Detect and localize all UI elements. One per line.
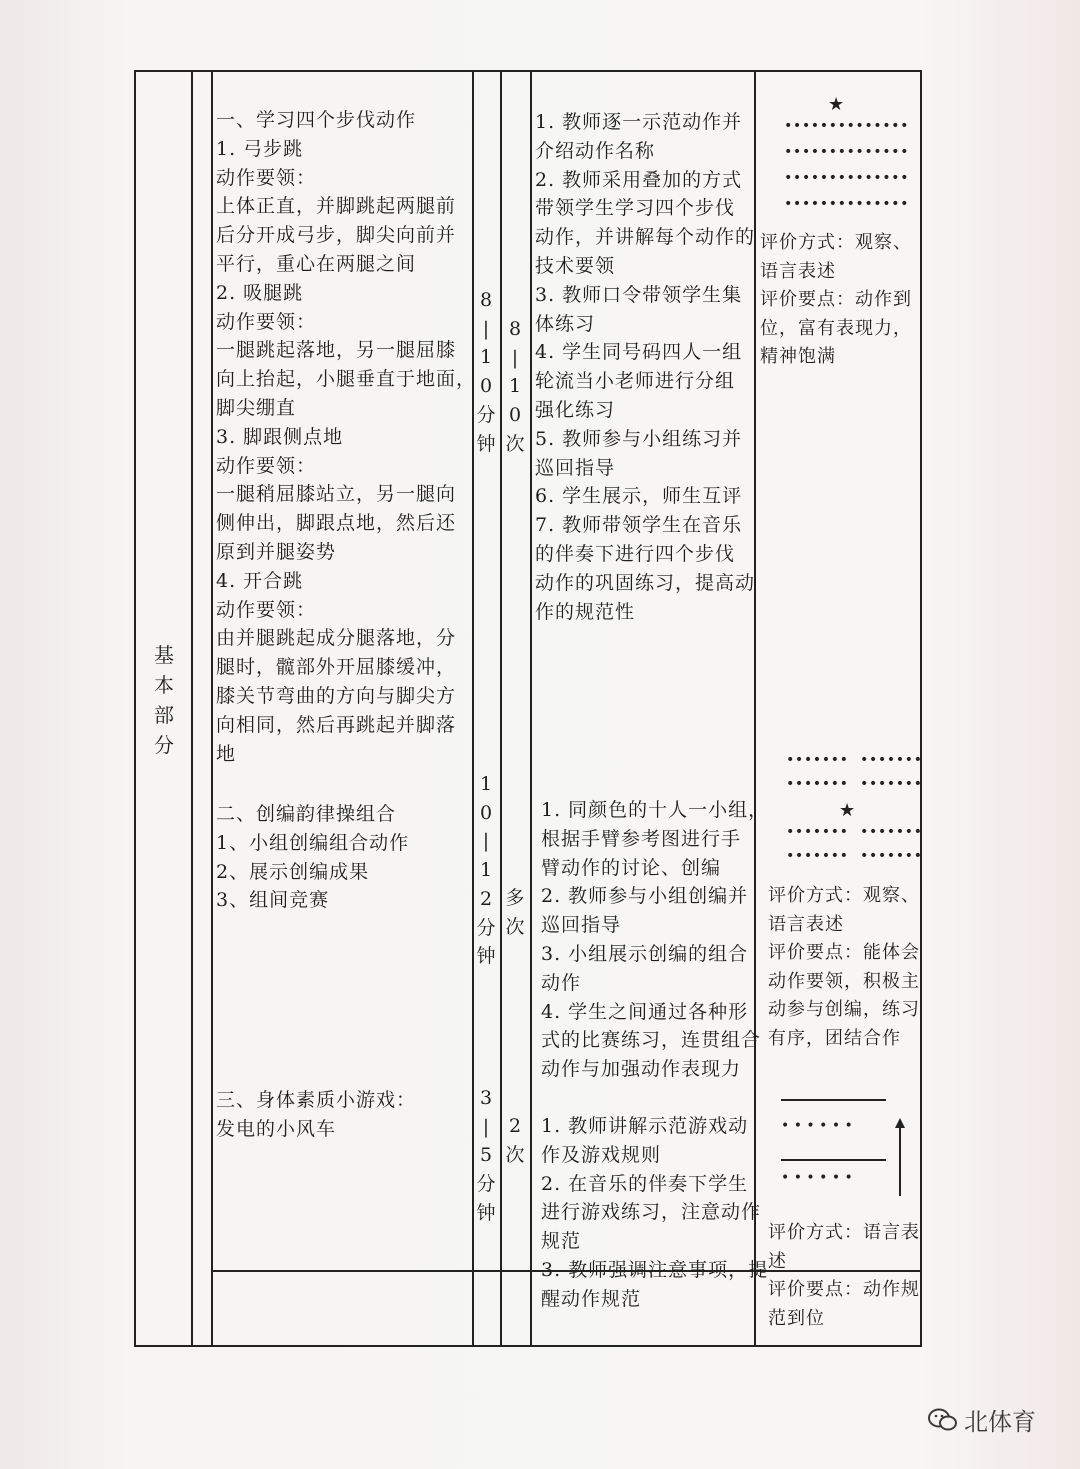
student-row-dots: •••••••••••••• <box>784 144 910 160</box>
part2-evaluation: 评价方式：观察、 语言表述 评价要点：能体会 动作要领，积极主 动参与创编，练习 有序，团结合作 <box>768 885 920 1049</box>
group-dots: ••••••• <box>786 824 849 840</box>
student-row-dots: •••••••••••••• <box>784 118 910 134</box>
group-dots: ••••••• <box>786 848 849 864</box>
group-dots: ••••••• <box>860 776 923 792</box>
part2-method: 1. 同颜色的十人一小组， 根据手臂参考图进行手 臂动作的讨论、创编 2. 教师参与小组创编并 巡回指导 3. 小组展示创编的组合 动作 4. 学生之间通过各种形 式的比赛练习，连贯组合 动作与加强动作表现力 <box>541 799 769 1081</box>
column-divider <box>530 72 532 1345</box>
watermark-text: 北体育 <box>964 1408 1036 1436</box>
part3-method: 1. 教师讲解示范游戏动 作及游戏规则 2. 在音乐的伴奏下学生 进行游戏练习，注意动作 规范 3. 教师强调注意事项，提 醒动作规范 <box>541 1115 769 1310</box>
part2-content: 二、创编韵律操组合 1、小组创编组合动作 2、展示创编成果 3、组间竞赛 <box>216 803 410 912</box>
part3-count: 2 次 <box>505 1115 525 1166</box>
part1-method: 1. 教师逐一示范动作并 介绍动作名称 2. 教师采用叠加的方式 带领学生学习四个步伐 动作，并讲解每个动作的 技术要领 3. 教师口令带领学生集 体练习 4. 学生同号码四人一组 轮流当小老师进行分组 强化练习 5. 教师参与小组练习并 巡回指导 6. 学生展示，师生互评 7. 教师带领学生在音乐 的伴奏下进行四个步伐 动作的巩固练习，提高动 作的规范性 <box>535 111 756 623</box>
part1-evaluation: 评价方式：观察、 语言表述 评价要点：动作到 位，富有表现力， 精神饱满 <box>760 232 912 367</box>
column-divider <box>191 72 193 1345</box>
part1-time: 8 | 1 0 分 钟 <box>476 289 496 455</box>
dots-row: • • • • • • <box>781 1170 853 1186</box>
lesson-plan-table <box>134 70 922 1347</box>
game-diagram <box>776 1088 916 1208</box>
watermark <box>928 1402 1036 1437</box>
group-dots: ••••••• <box>786 776 849 792</box>
part3-evaluation: 评价方式：语言表 述 评价要点：动作规 范到位 <box>768 1222 920 1329</box>
group-dots: ••••••• <box>860 848 923 864</box>
group-dots: ••••••• <box>786 752 849 768</box>
group-dots: ••••••• <box>860 752 923 768</box>
teacher-star-icon: ★ <box>828 94 845 115</box>
section-label: 基 本 部 分 <box>154 643 174 757</box>
part1-count: 8 | 1 0 次 <box>505 318 525 455</box>
part3-time: 3 | 5 分 钟 <box>476 1087 496 1224</box>
part2-time: 1 0 | 1 2 分 钟 <box>476 773 496 968</box>
part2-count: 多 次 <box>505 887 525 938</box>
group-dots: ••••••• <box>860 824 923 840</box>
teacher-star-icon: ★ <box>839 800 856 821</box>
column-divider <box>211 72 213 1345</box>
student-row-dots: •••••••••••••• <box>784 170 910 186</box>
dots-row: • • • • • • <box>781 1118 853 1134</box>
part3-content: 三、身体素质小游戏： 发电的小风车 <box>216 1089 417 1140</box>
arrow-up-icon <box>895 1118 905 1128</box>
column-divider <box>500 72 502 1345</box>
part1-content: 一、学习四个步伐动作 1. 弓步跳 动作要领： 上体正直，并脚跳起两腿前 后分开成弓步，脚尖向前并 平行，重心在两腿之间 2. 吸腿跳 动作要领： 一腿跳起落地，另一腿屈膝 向上抬起，小腿垂直于地面， 脚尖绷直 3. 脚跟侧点地 动作要领： 一腿稍屈膝站立，另一腿向 侧伸出，脚跟点地，然后还 原到并腿姿势 4. 开合跳 动作要领： 由并腿跳起成分腿落地，分 腿时，髋部外开屈膝缓冲， 膝关节弯曲的方向与脚尖方 向相同，然后再跳起并脚落 地 <box>216 109 477 765</box>
wechat-icon <box>928 1407 958 1433</box>
student-row-dots: •••••••••••••• <box>784 196 910 212</box>
